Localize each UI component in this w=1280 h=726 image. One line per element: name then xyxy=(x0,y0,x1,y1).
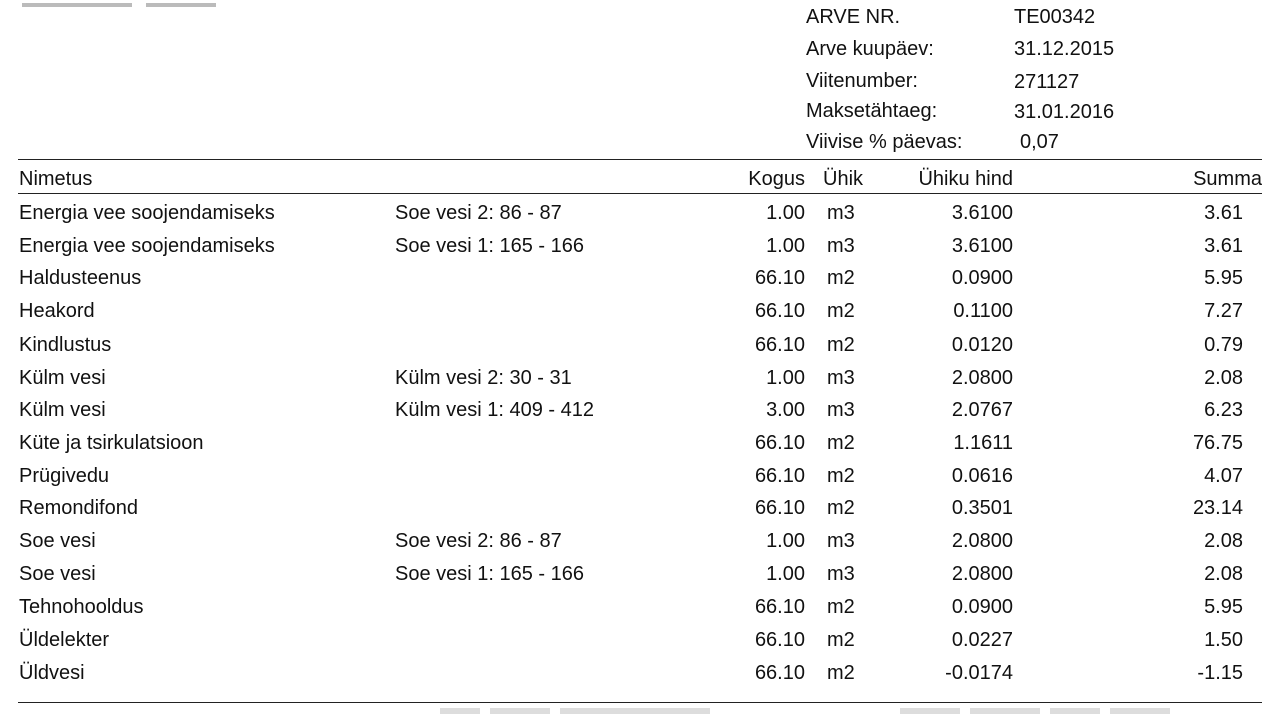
row-sum: 3.61 xyxy=(1204,235,1243,257)
row-sum: 2.08 xyxy=(1204,563,1243,585)
row-qty: 66.10 xyxy=(754,432,805,454)
row-price: 2.0800 xyxy=(951,367,1013,389)
row-qty: 66.10 xyxy=(754,334,805,356)
row-name: Külm vesi xyxy=(19,367,106,389)
row-sum: 7.27 xyxy=(1204,300,1243,322)
cut-off-heading-fragment xyxy=(22,0,262,2)
table-row xyxy=(0,366,1280,398)
table-row xyxy=(0,496,1280,528)
table-row xyxy=(0,431,1280,463)
row-sum: 1.50 xyxy=(1204,629,1243,651)
table-row xyxy=(0,628,1280,660)
row-sum: 23.14 xyxy=(1192,497,1243,519)
row-name: Üldvesi xyxy=(19,662,85,684)
row-name: Energia vee soojendamiseks xyxy=(19,235,275,257)
row-name: Kindlustus xyxy=(19,334,112,356)
row-sum: 2.08 xyxy=(1204,530,1243,552)
row-unit: m3 xyxy=(827,367,855,389)
row-unit: m2 xyxy=(827,334,855,356)
row-price: 2.0800 xyxy=(951,563,1013,585)
row-qty: 66.10 xyxy=(754,465,805,487)
row-qty: 1.00 xyxy=(766,367,805,389)
row-desc: Soe vesi 1: 165 - 166 xyxy=(395,235,585,257)
invoice-number-value: TE00342 xyxy=(1014,6,1096,28)
table-row xyxy=(0,266,1280,298)
table-row xyxy=(0,398,1280,430)
invoice-date-value: 31.12.2015 xyxy=(1014,38,1115,60)
row-name: Heakord xyxy=(19,300,95,322)
reference-number-label: Viitenumber: xyxy=(806,70,918,92)
row-name: Remondifond xyxy=(19,497,138,519)
row-unit: m2 xyxy=(827,432,855,454)
row-name: Soe vesi xyxy=(19,530,96,552)
row-qty: 1.00 xyxy=(766,202,805,224)
row-unit: m3 xyxy=(827,202,855,224)
table-row xyxy=(0,464,1280,496)
row-name: Soe vesi xyxy=(19,563,96,585)
row-name: Üldelekter xyxy=(19,629,110,651)
row-name: Tehnohooldus xyxy=(19,596,144,618)
row-price: 2.0767 xyxy=(951,399,1013,421)
row-name: Energia vee soojendamiseks xyxy=(19,202,275,224)
row-sum: 76.75 xyxy=(1192,432,1243,454)
row-price: 0.3501 xyxy=(951,497,1013,519)
row-qty: 66.10 xyxy=(754,300,805,322)
row-name: Prügivedu xyxy=(19,465,110,487)
row-unit: m2 xyxy=(827,596,855,618)
row-sum: 0.79 xyxy=(1204,334,1243,356)
row-unit: m2 xyxy=(827,465,855,487)
table-row xyxy=(0,562,1280,594)
row-sum: 4.07 xyxy=(1204,465,1243,487)
row-qty: 1.00 xyxy=(766,530,805,552)
row-unit: m2 xyxy=(827,497,855,519)
table-header-rule xyxy=(18,193,1262,194)
due-date-label: Maksetähtaeg: xyxy=(806,100,938,122)
row-desc: Külm vesi 2: 30 - 31 xyxy=(395,367,572,389)
row-qty: 1.00 xyxy=(766,563,805,585)
header-name: Nimetus xyxy=(19,168,93,190)
row-unit: m2 xyxy=(827,267,855,289)
table-row xyxy=(0,234,1280,266)
row-name: Külm vesi xyxy=(19,399,106,421)
row-price: 3.6100 xyxy=(951,235,1013,257)
row-unit: m2 xyxy=(827,300,855,322)
row-desc: Külm vesi 1: 409 - 412 xyxy=(395,399,594,421)
row-sum: 2.08 xyxy=(1204,367,1243,389)
row-qty: 1.00 xyxy=(766,235,805,257)
table-top-rule xyxy=(18,159,1262,160)
row-unit: m3 xyxy=(827,235,855,257)
row-desc: Soe vesi 1: 165 - 166 xyxy=(395,563,585,585)
header-price: Ühiku hind xyxy=(918,168,1013,190)
header-sum: Summa xyxy=(1193,168,1262,190)
row-qty: 3.00 xyxy=(766,399,805,421)
row-price: 0.1100 xyxy=(953,300,1013,322)
row-price: 1.1611 xyxy=(953,432,1013,454)
header-unit: Ühik xyxy=(823,168,864,190)
table-row xyxy=(0,299,1280,331)
row-unit: m3 xyxy=(827,530,855,552)
row-unit: m2 xyxy=(827,629,855,651)
row-qty: 66.10 xyxy=(754,662,805,684)
table-row xyxy=(0,333,1280,365)
row-qty: 66.10 xyxy=(754,629,805,651)
row-sum: -1.15 xyxy=(1197,662,1243,684)
table-row xyxy=(0,595,1280,627)
row-qty: 66.10 xyxy=(754,596,805,618)
row-price: 3.6100 xyxy=(951,202,1013,224)
row-price: 2.0800 xyxy=(951,530,1013,552)
row-desc: Soe vesi 2: 86 - 87 xyxy=(395,202,562,224)
due-date-value: 31.01.2016 xyxy=(1014,101,1115,123)
row-desc: Soe vesi 2: 86 - 87 xyxy=(395,530,562,552)
row-sum: 6.23 xyxy=(1204,399,1243,421)
row-sum: 5.95 xyxy=(1204,267,1243,289)
row-price: -0.0174 xyxy=(945,662,1013,684)
penalty-rate-label: Viivise % päevas: xyxy=(806,131,963,153)
row-price: 0.0900 xyxy=(951,596,1013,618)
reference-number-value: 271127 xyxy=(1014,71,1080,93)
row-name: Haldusteenus xyxy=(19,267,142,289)
table-row xyxy=(0,201,1280,233)
table-bottom-rule xyxy=(18,702,1262,703)
row-qty: 66.10 xyxy=(754,267,805,289)
cut-off-footer-fragment xyxy=(440,708,720,720)
invoice-number-label: ARVE NR. xyxy=(806,6,901,28)
row-price: 0.0227 xyxy=(951,629,1013,651)
row-sum: 5.95 xyxy=(1204,596,1243,618)
header-qty: Kogus xyxy=(748,168,805,190)
row-unit: m2 xyxy=(827,662,855,684)
table-row xyxy=(0,661,1280,693)
row-price: 0.0616 xyxy=(951,465,1013,487)
row-qty: 66.10 xyxy=(754,497,805,519)
table-row xyxy=(0,529,1280,561)
row-price: 0.0120 xyxy=(951,334,1013,356)
row-sum: 3.61 xyxy=(1204,202,1243,224)
row-unit: m3 xyxy=(827,563,855,585)
row-name: Küte ja tsirkulatsioon xyxy=(19,432,204,454)
cut-off-total-fragment xyxy=(900,708,1180,720)
row-unit: m3 xyxy=(827,399,855,421)
penalty-rate-value: 0,07 xyxy=(1020,131,1059,153)
row-price: 0.0900 xyxy=(951,267,1013,289)
invoice-date-label: Arve kuupäev: xyxy=(806,38,934,60)
